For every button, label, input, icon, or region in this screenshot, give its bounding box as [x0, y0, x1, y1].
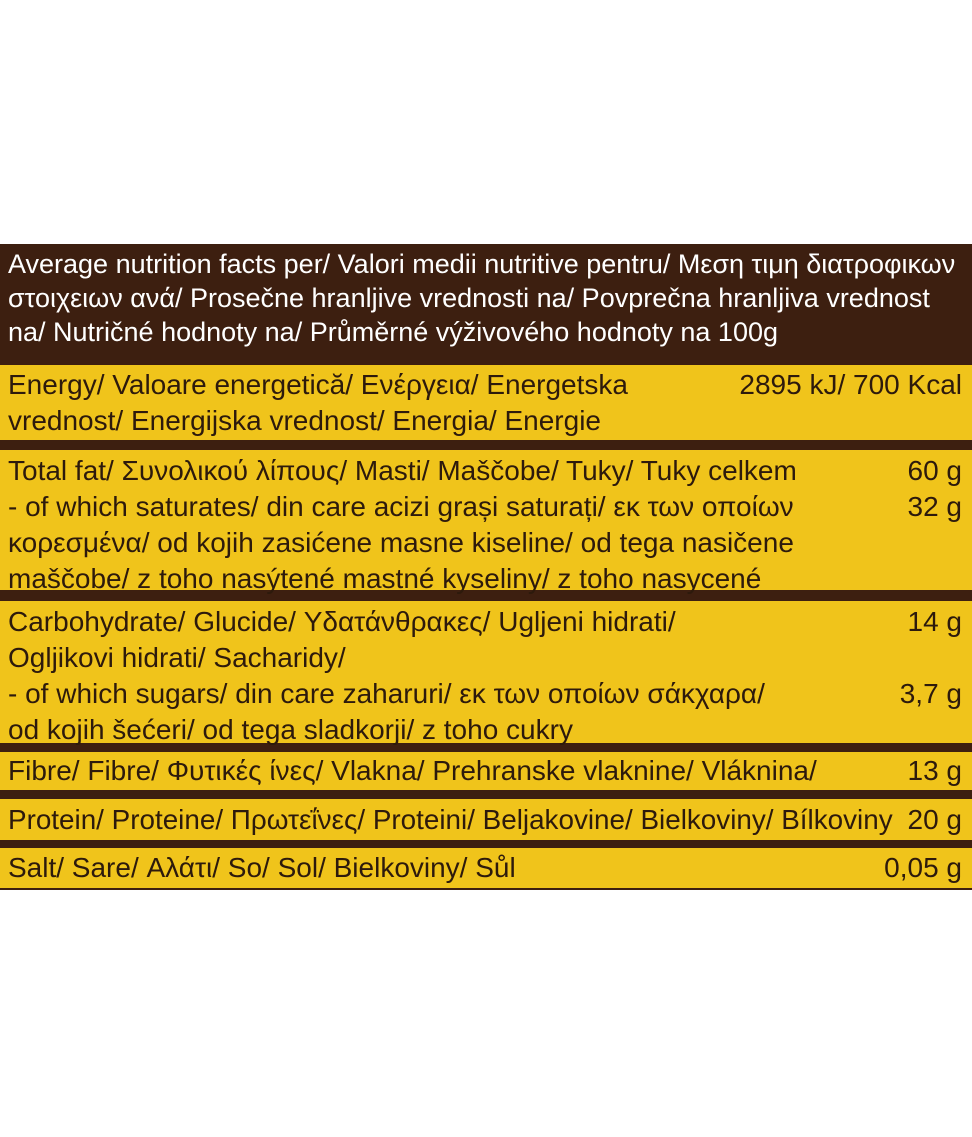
salt-value: 0,05 g	[884, 852, 962, 883]
energy-label-cont: vrednost/ Energijska vrednost/ Energia/ Energie	[8, 405, 601, 436]
carbohydrate-row	[0, 601, 972, 743]
fibre-value: 13 g	[907, 755, 962, 786]
fibre-label: Fibre/ Fibre/ Φυτικές ίνες/ Vlakna/ Prehranske vlaknine/ Vláknina/	[8, 755, 817, 786]
header-line: Average nutrition facts per/ Valori medii nutritive pentru/ Μεση τιμη διατροφικων	[8, 249, 956, 279]
energy-row	[0, 365, 972, 440]
saturates-label: - of which saturates/ din care acizi grași saturați/ εκ των οποίων	[8, 491, 794, 522]
fibre-row	[0, 752, 972, 790]
protein-value: 20 g	[907, 804, 962, 835]
header-line: na/ Nutričné hodnoty na/ Průměrné výživového hodnoty na 100g	[8, 317, 778, 347]
fat-label: Total fat/ Συνολικού λίπους/ Masti/ Maščobe/ Tuky/ Tuky celkem	[8, 455, 797, 486]
fat-value: 60 g	[907, 455, 962, 486]
energy-label: Energy/ Valoare energetică/ Ενέργεια/ Energetska	[8, 369, 628, 400]
energy-value: 2895 kJ/ 700 Kcal	[739, 369, 962, 400]
salt-label: Salt/ Sare/ Αλάτι/ So/ Sol/ Bielkoviny/ Sůl	[8, 852, 516, 883]
protein-row	[0, 799, 972, 840]
nutrition-label	[0, 244, 972, 890]
nutrition-header	[0, 244, 972, 351]
fat-row	[0, 450, 972, 594]
carbohydrate-label: Carbohydrate/ Glucide/ Υδατάνθρακες/ Ugljeni hidrati/	[8, 606, 676, 637]
salt-row	[0, 848, 972, 888]
header-line: στοιχειων ανά/ Prosečne hranljive vrednosti na/ Povprečna hranljiva vrednost	[8, 283, 930, 313]
saturates-value: 32 g	[907, 491, 962, 522]
sugars-label-cont: od kojih šećeri/ od tega sladkorji/ z toho cukry	[8, 714, 573, 745]
sugars-value: 3,7 g	[899, 678, 962, 709]
carbohydrate-value: 14 g	[907, 606, 962, 637]
carbohydrate-label-cont: Ogljikovi hidrati/ Sacharidy/	[8, 642, 346, 673]
saturates-label-cont: maščobe/ z toho nasýtené mastné kyseliny/ z toho nasycené	[8, 563, 762, 594]
sugars-label: - of which sugars/ din care zaharuri/ εκ των οποίων σάκχαρα/	[8, 678, 765, 709]
protein-label: Protein/ Proteine/ Πρωτεΐνες/ Proteini/ Beljakovine/ Bielkoviny/ Bílkoviny	[8, 804, 893, 835]
saturates-label-cont: κορεσμένα/ od kojih zasićene masne kiseline/ od tega nasičene	[8, 527, 794, 558]
